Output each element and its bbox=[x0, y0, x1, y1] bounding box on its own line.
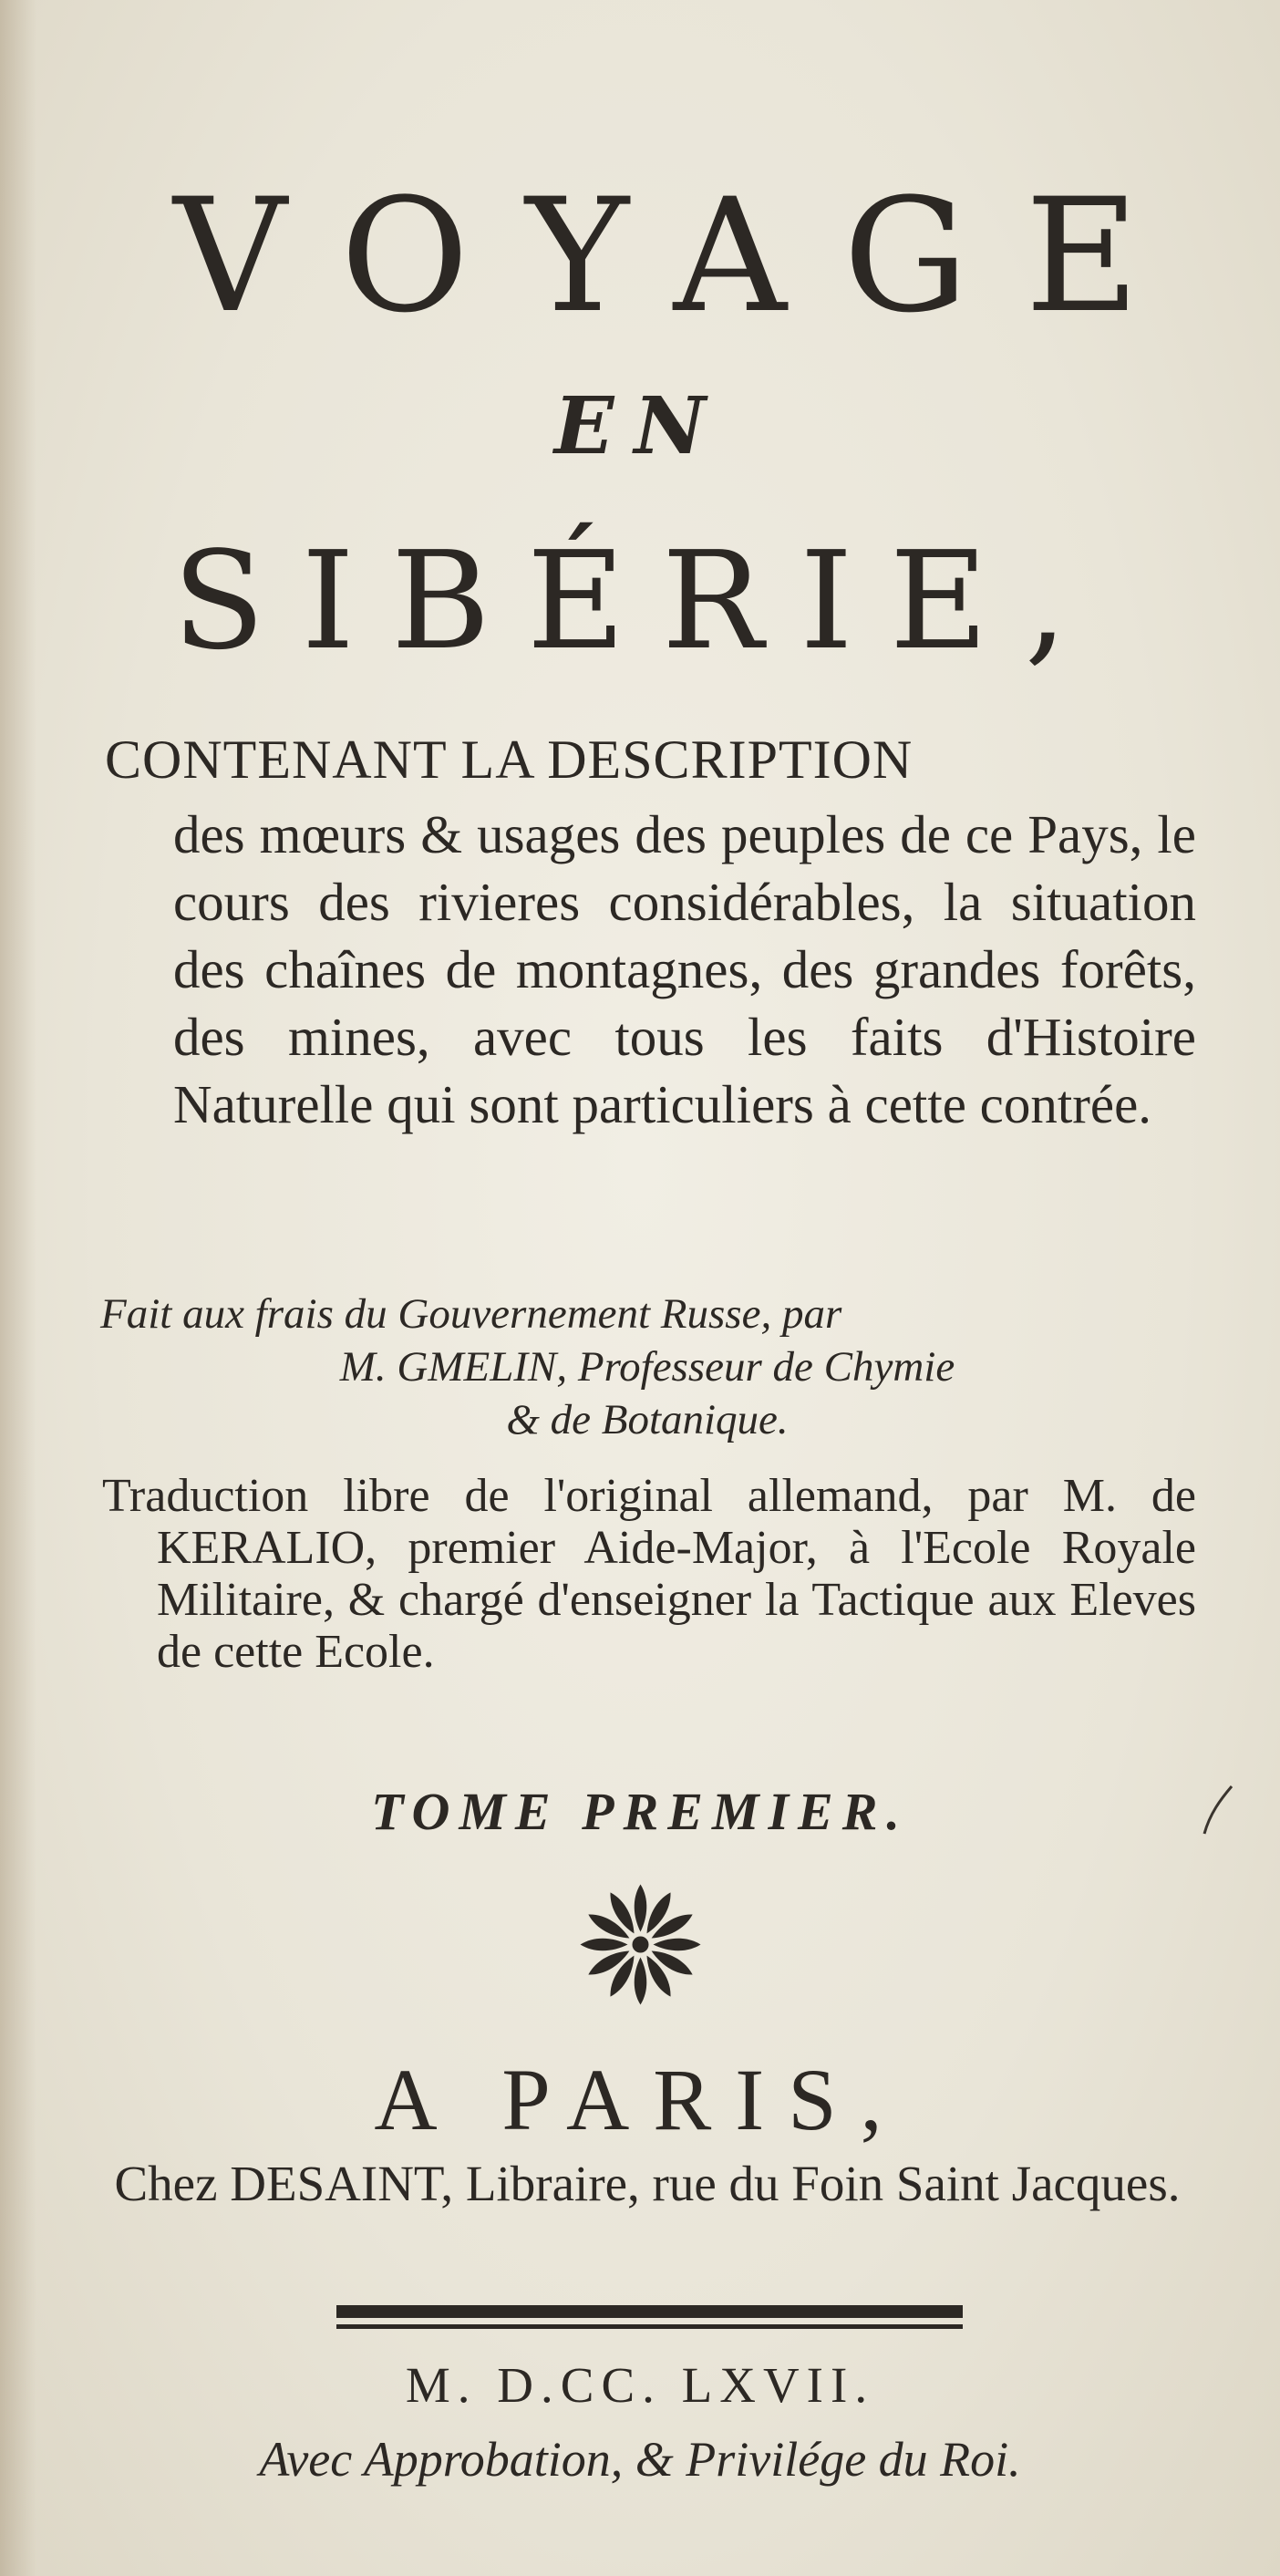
volume-label: TOME PREMIER. bbox=[371, 1782, 909, 1841]
imprint-year: M. D.CC. LXVII. bbox=[405, 2357, 875, 2413]
subtitle-description: des mœurs & usages des peuples de ce Pays, le cours des rivieres considérables, la situation des chaînes de montagnes, des grandes forêts, des mines, avec tous les faits d'Histoire Naturelle qui sont particuliers à cette contrée. bbox=[173, 804, 1196, 1134]
author-credit bbox=[100, 1288, 1194, 1446]
translation-text: Traduction libre de l'original allemand, par M. de KERALIO, premier Aide-Major, à l'Ecole Royale Militaire, & chargé d'enseigner la Tactique aux Eleves de cette Ecole. bbox=[102, 1470, 1196, 1678]
printers-flower-ornament-icon bbox=[570, 1878, 711, 2011]
credit-line-1: Fait aux frais du Gouvernement Russe, par bbox=[100, 1290, 842, 1338]
title-siberie: SIBÉRIE, bbox=[172, 522, 1104, 679]
credit-line-3: & de Botanique. bbox=[506, 1396, 789, 1443]
credit-line-2: M. GMELIN, Professeur de Chymie bbox=[339, 1343, 955, 1391]
double-rule-divider-icon bbox=[333, 2300, 966, 2336]
translation-note bbox=[102, 1470, 1196, 1678]
title-voyage: VOYAGE bbox=[173, 164, 1196, 347]
imprint-privilege: Avec Approbation, & Privilége du Roi. bbox=[259, 2432, 1021, 2487]
subtitle-lead: CONTENANT LA DESCRIPTION bbox=[105, 729, 914, 790]
imprint-publisher: Chez DESAINT, Libraire, rue du Foin Saint Jacques. bbox=[114, 2156, 1181, 2211]
imprint-city: A PARIS, bbox=[374, 2051, 906, 2148]
title-en: EN bbox=[553, 380, 727, 472]
pen-stroke-mark-icon bbox=[1199, 1783, 1235, 1837]
